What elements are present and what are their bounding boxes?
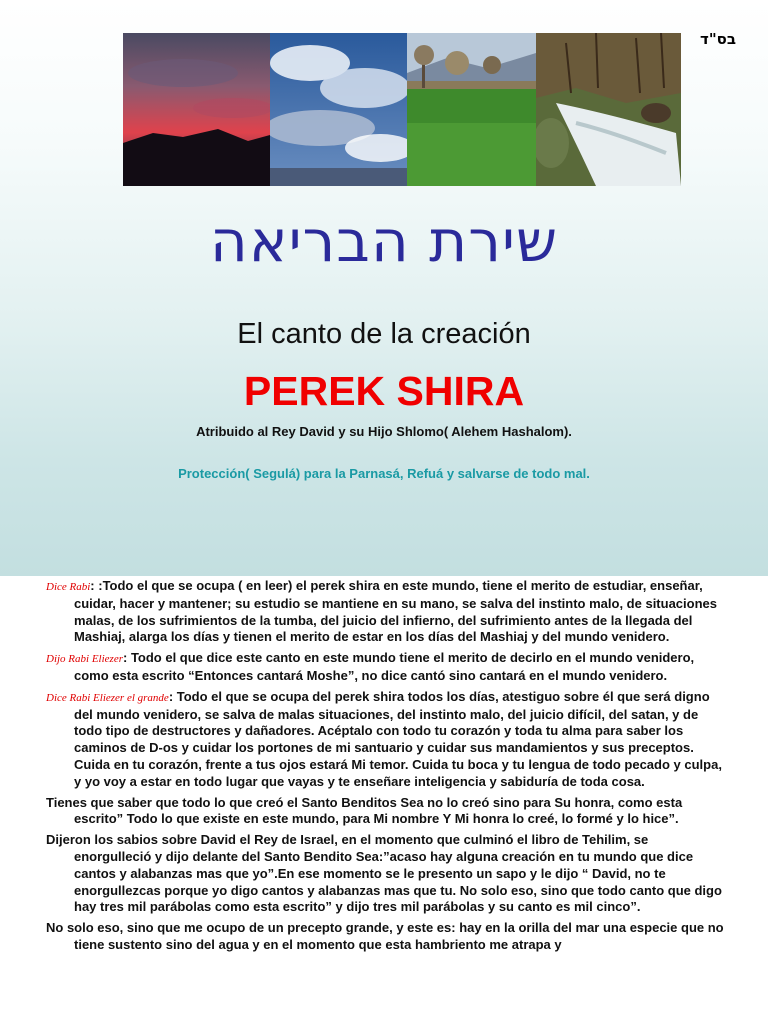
speaker-label: Dice Rabi Eliezer el grande — [46, 691, 169, 704]
attribution: Atribuido al Rey David y su Hijo Shlomo( Alehem Hashalom). — [196, 424, 572, 439]
speaker-label: Dice Rabi — [46, 581, 91, 593]
protection-note: Protección( Segulá) para la Parnasá, Refuá y salvarse de todo mal. — [178, 466, 590, 481]
photo-strip — [123, 33, 681, 186]
paragraph — [46, 795, 726, 829]
paragraph — [46, 920, 726, 954]
paragraph — [46, 832, 726, 916]
sunset-mountains-photo — [123, 33, 270, 186]
paragraph-text: No solo eso, sino que me ocupo de un precepto grande, y este es: hay en la orilla del mar una especie que no tiene sustento sino del agua y en el momento que esta hambriento me atrapa y — [46, 920, 724, 952]
paragraph — [46, 650, 726, 685]
green-meadow-photo — [407, 33, 536, 186]
hebrew-title: שירת הבריאה — [209, 207, 559, 275]
document-body — [46, 578, 726, 958]
speaker-label: Dijo Rabi Eliezer — [46, 653, 123, 666]
blue-sky-clouds-photo — [270, 33, 407, 186]
paragraph-text: : Todo el que dice este canto en este mundo tiene el merito de decirlo en el mundo venidero, como esta escrito “Entonces cantará Moshe”, no dice cantó sino cantará en el mundo venidero. — [74, 650, 695, 683]
main-title: PEREK SHIRA — [243, 368, 525, 414]
paragraph-text: : :Todo el que se ocupa ( en leer) el perek shira en este mundo, tiene el merito de estudiar, enseñar, cuidar, hacer y mantener; su estudio se mantiene en su mano, se salva del instinto malo, de situaciones malas, de los sufrimientos de la tumba, del juicio del infierno, del sufrimiento antes de la llegada del Mashiaj, alarga los días y tienen el merito de estar en los días del Mashiaj y del mundo venidero. — [74, 578, 717, 645]
paragraph-text: Dijeron los sabios sobre David el Rey de Israel, en el momento que culminó el libro de Tehilim, se enorgulleció y dijo delante del Santo Bendito Sea:”acaso hay alguna creación en tu mundo que dice cantos y alabanzas mas que yo”.En ese momento se le presento un sapo y le dijo “ David, no te enorgullezcas porque yo digo cantos y alabanzas mas que tu. No solo eso, sino que todo canto que digo hay tres mil parábolas como esta escrito” y dijo tres mil parábolas y su canto es mil cinco”. — [46, 832, 722, 915]
paragraph-text: : Todo el que se ocupa del perek shira todos los días, atestiguo sobre él que será digno del mundo venidero, se salva de malas situaciones, del instinto malo, del juicio difícil, del satan, y de todo tipo de destructores y dañadores. Acéptalo con todo tu corazón y toda tu alma para saber los caminos de D-os y cuidar los portones de mi santuario y cuidar sus mandamientos y sus preceptos. Cuida en tu corazón, frente a tus ojos estará Mi temor. Cuida tu boca y tu lengua de todo pecado y culpa, y yo voy a estar en todo lugar que vayas y te enseñare inteligencia y sabiduría de toda cosa. — [74, 688, 722, 789]
subtitle: El canto de la creación — [237, 318, 531, 350]
bsd-header: בס"ד — [700, 30, 736, 48]
paragraph — [46, 689, 726, 791]
paragraph-text: Tienes que saber que todo lo que creó el Santo Benditos Sea no lo creó sino para Su honra, como esta escrito” Todo lo que existe en este mundo, para Mi nombre Y Mi honra lo creé, lo formé y lo hice”. — [46, 794, 683, 827]
paragraph — [46, 578, 726, 646]
river-rapids-photo — [536, 33, 681, 186]
